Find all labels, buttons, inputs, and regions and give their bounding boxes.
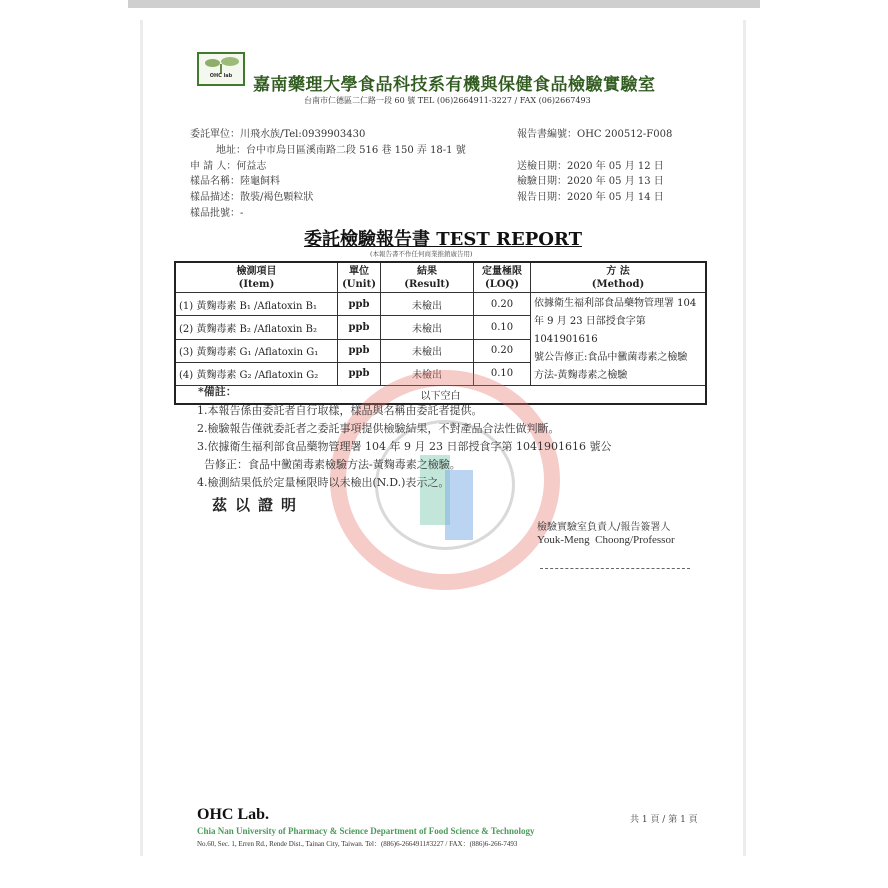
- result-cell: 未檢出: [381, 293, 474, 316]
- table-row: [175, 293, 706, 316]
- unit-cell: ppb: [338, 362, 381, 385]
- ohc-lab-logo: [197, 52, 245, 86]
- report-subnote: (本報告書不作任何商業推銷廣告用): [370, 250, 473, 258]
- notes-heading: *備註：: [198, 385, 237, 398]
- logo-label: OHC lab: [209, 73, 233, 79]
- signatory-role: 檢驗實驗室負責人/報告簽署人: [537, 522, 671, 533]
- loq-cell: 0.10: [474, 362, 531, 385]
- lab-address: 台南市仁德區二仁路一段 60 號 TEL (06)2664911-3227 / FAX (06)2667493: [304, 96, 591, 105]
- report-number: 報告書編號：OHC 200512-F008: [517, 129, 673, 140]
- loq-cell: 0.20: [474, 339, 531, 362]
- method-line: 方法-黃麴毒素之檢驗: [534, 370, 628, 381]
- page-number: 共 1 頁 / 第 1 頁: [630, 815, 698, 825]
- applicant: 申 請 人：何益志: [190, 161, 267, 172]
- header-result: 結果 (Result): [381, 262, 474, 293]
- top-scroll-bar: [128, 0, 760, 8]
- method-line: 號公告修正:食品中黴菌毒素之檢驗: [534, 352, 688, 363]
- item-cell: (1) 黃麴毒素 B₁ /Aflatoxin B₁: [175, 293, 338, 316]
- client-address: 地址：台中市烏日區溪南路二段 516 巷 150 弄 18-1 號: [216, 145, 466, 156]
- item-cell: (3) 黃麴毒素 G₁ /Aflatoxin G₁: [175, 339, 338, 362]
- item-cell: (4) 黃麴毒素 G₂ /Aflatoxin G₂: [175, 362, 338, 385]
- unit-cell: ppb: [338, 339, 381, 362]
- result-cell: 未檢出: [381, 339, 474, 362]
- leaf-icon: [221, 57, 239, 66]
- footer-department: Chia Nan University of Pharmacy & Science Department of Food Science & Technology: [197, 826, 535, 836]
- header-item: 檢測項目 (Item): [175, 262, 338, 293]
- note-item: 3.依據衛生福利部食品藥物管理署 104 年 9 月 23 日部授食字第 1041901616 號公: [197, 440, 612, 453]
- signatory-name: Youk-Meng Choong/Professor: [537, 534, 675, 546]
- header-method: 方 法 (Method): [531, 262, 707, 293]
- unit-cell: ppb: [338, 316, 381, 339]
- lab-title: 嘉南藥理大學食品科技系有機與保健食品檢驗實驗室: [253, 75, 656, 95]
- sample-batch: 樣品批號：-: [190, 208, 244, 219]
- sample-description: 樣品描述：散裝/褐色顆粒狀: [190, 192, 314, 203]
- result-cell: 未檢出: [381, 362, 474, 385]
- unit-cell: ppb: [338, 293, 381, 316]
- note-item: 告修正：食品中黴菌毒素檢驗方法-黃麴毒素之檢驗。: [197, 458, 461, 471]
- header-loq: 定量極限 (LOQ): [474, 262, 531, 293]
- method-line: 依據衛生福利部食品藥物管理署 104: [534, 298, 697, 309]
- report-date: 報告日期：2020 年 05 月 14 日: [517, 192, 664, 203]
- loq-cell: 0.20: [474, 293, 531, 316]
- header-unit: 單位 (Unit): [338, 262, 381, 293]
- item-cell: (2) 黃麴毒素 B₂ /Aflatoxin B₂: [175, 316, 338, 339]
- note-item: 2.檢驗報告僅就委託者之委託事項提供檢驗結果，不對產品合法性做判斷。: [197, 422, 560, 435]
- report-title: 委託檢驗報告書 TEST REPORT: [304, 229, 582, 250]
- footer-lab-name: OHC Lab.: [197, 806, 270, 823]
- note-item: 4.檢測結果低於定量極限時以未檢出(N.D.)表示之。: [197, 476, 450, 489]
- table-header-row: [175, 262, 706, 293]
- sample-name: 樣品名稱：陸龜飼料: [190, 176, 280, 187]
- signature-line: [540, 568, 690, 569]
- loq-cell: 0.10: [474, 316, 531, 339]
- test-date: 檢驗日期：2020 年 05 月 13 日: [517, 176, 664, 187]
- method-cell: [531, 293, 707, 386]
- leaf-icon: [205, 59, 220, 67]
- note-item: 1.本報告係由委託者自行取樣，樣品與名稱由委託者提供。: [197, 404, 483, 417]
- certification-text: 茲以證明: [212, 496, 305, 514]
- result-cell: 未檢出: [381, 316, 474, 339]
- footer-address: No.60, Sec. 1, Erren Rd., Rende Dist., Tainan City, Taiwan. Tel：(886)6-2664911#3227 / FAX：(886)6-266-7493: [197, 840, 518, 848]
- blank-note: 以下空白: [175, 386, 706, 405]
- received-date: 送檢日期：2020 年 05 月 12 日: [517, 161, 664, 172]
- method-line: 年 9 月 23 日部授食字第 1041901616: [534, 316, 646, 345]
- client-unit: 委託單位：川飛水族/Tel:0939903430: [190, 129, 366, 140]
